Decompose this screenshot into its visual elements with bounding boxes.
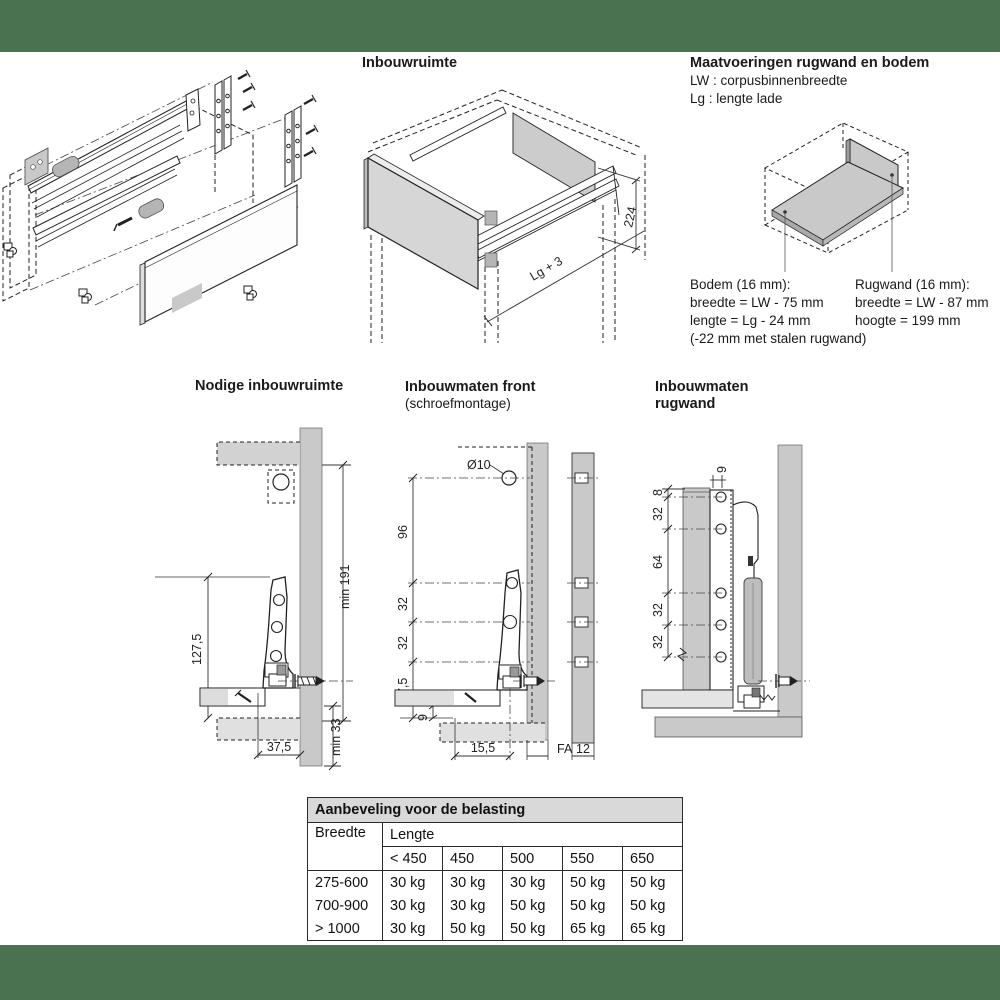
bodem-breedte: breedte = LW - 75 mm	[690, 295, 824, 310]
length-col-0: < 450	[383, 847, 443, 871]
length-col-4: 650	[623, 847, 683, 871]
dim-224	[598, 168, 640, 253]
rugwand-title-line2: rugwand	[655, 396, 716, 412]
drawer-front-panel	[364, 154, 484, 289]
back-bracket-strip	[710, 490, 733, 690]
table-row	[308, 871, 683, 895]
bodem-note: (-22 mm met stalen rugwand)	[690, 331, 867, 346]
table-row	[308, 917, 683, 941]
load-cell: 30 kg	[443, 894, 503, 917]
bodem-title: Bodem (16 mm):	[690, 277, 791, 292]
dim-fa	[527, 740, 573, 760]
dim-12	[572, 742, 594, 760]
top-green-bar	[0, 0, 1000, 52]
nodige-inbouwruimte-diagram	[150, 425, 360, 770]
drawer-bottom-slab	[642, 690, 733, 708]
load-cell: 50 kg	[563, 894, 623, 917]
dim-lg3-label: Lg + 3	[527, 253, 565, 284]
screws	[238, 70, 318, 156]
dim-32-top-label: 32	[651, 507, 665, 521]
bodem-specs	[690, 276, 866, 348]
load-table	[307, 797, 683, 941]
load-cell: 65 kg	[623, 917, 683, 941]
dim-224-label: 224	[621, 205, 640, 229]
row-breedte: > 1000	[308, 917, 383, 941]
length-col-1: 450	[443, 847, 503, 871]
dim-15-5-label: 15,5	[470, 741, 496, 755]
maatvoeringen-title: Maatvoeringen rugwand en bodem	[690, 55, 930, 71]
front-subtitle: (schroefmontage)	[405, 396, 511, 411]
dim-min-191-label: min 191	[338, 564, 352, 609]
lengte-header: Lengte	[383, 823, 683, 847]
rugwand-board	[683, 488, 710, 690]
load-cell: 50 kg	[503, 894, 563, 917]
hole-circle	[273, 474, 289, 490]
rear-bracket-left	[215, 76, 231, 154]
inbouwmaten-front-diagram	[395, 443, 610, 768]
dim-hole-label: Ø10	[467, 458, 491, 472]
front-panel-strip	[567, 453, 599, 743]
load-cell: 50 kg	[563, 871, 623, 895]
dim-fa-label: FA	[557, 742, 573, 756]
front-panel-bar	[527, 443, 548, 740]
rugwand-title: Rugwand (16 mm):	[855, 277, 970, 292]
inbouwruimte-diagram	[352, 85, 652, 347]
length-col-2: 500	[503, 847, 563, 871]
dim-9-label: 9	[715, 466, 729, 473]
dim-chain	[396, 474, 417, 722]
damper-block-lower	[485, 253, 497, 267]
rear-bracket-right	[285, 106, 301, 187]
bodem-marker-dot	[783, 210, 787, 214]
damper-upper	[50, 154, 81, 179]
bottom-dashed-bar	[440, 723, 545, 742]
dim-37-5-label: 37,5	[266, 740, 292, 754]
dim-127-5-label: 127,5	[190, 633, 204, 665]
load-cell: 30 kg	[383, 894, 443, 917]
load-cell: 65 kg	[563, 917, 623, 941]
bodem-lengte: lengte = Lg - 24 mm	[690, 313, 811, 328]
dim-12-label: 12	[576, 742, 590, 756]
bottom-dashed-bar	[217, 718, 300, 740]
rail-profile	[733, 502, 780, 711]
load-cell: 50 kg	[623, 871, 683, 895]
dim-8-label: 8	[651, 489, 665, 496]
load-cell: 30 kg	[383, 871, 443, 895]
load-cell: 30 kg	[443, 871, 503, 895]
exploded-assembly-diagram	[0, 55, 345, 360]
load-cell: 30 kg	[503, 871, 563, 895]
row-breedte: 275-600	[308, 871, 383, 895]
dim-min-191	[322, 461, 352, 725]
back-top-rail	[410, 107, 506, 161]
rugwand-marker-dot	[890, 173, 894, 177]
breedte-header: Breedte	[308, 823, 383, 871]
legend-lg: Lg : lengte lade	[690, 91, 783, 106]
rugwand-title-line1: Inbouwmaten	[655, 379, 749, 395]
rugwand-specs	[855, 276, 989, 330]
nodige-title: Nodige inbouwruimte	[195, 378, 344, 394]
load-cell: 30 kg	[383, 917, 443, 941]
table-row	[308, 894, 683, 917]
dim-min-33	[324, 702, 343, 770]
side-rails	[473, 166, 619, 267]
dim-64-label: 64	[651, 555, 665, 569]
dim-32-mid-label: 32	[651, 603, 665, 617]
inbouwruimte-title: Inbouwruimte	[362, 55, 458, 71]
cabinet-side-panel	[300, 428, 322, 766]
dim-9-top	[710, 466, 729, 488]
dim-hole-10	[467, 458, 516, 485]
dim-9-label: 9	[416, 714, 430, 721]
damper-block-upper	[485, 211, 497, 225]
dim-32-upper-label: 32	[396, 597, 410, 611]
dim-32-bottom-label: 32	[651, 635, 665, 649]
drawer-back-bracket	[258, 577, 300, 688]
drawer-rail-upper	[28, 89, 200, 193]
length-col-3: 550	[563, 847, 623, 871]
load-cell: 50 kg	[623, 894, 683, 917]
drawer-front-bracket	[497, 570, 527, 690]
top-shelf-bar	[217, 442, 300, 465]
dim-min-33-label: min 33	[329, 718, 343, 756]
dim-96-label: 96	[396, 525, 410, 539]
legend-lw: LW : corpusbinnenbreedte	[690, 73, 848, 88]
row-breedte: 700-900	[308, 894, 383, 917]
damper-lower	[137, 197, 166, 220]
front-title: Inbouwmaten front	[405, 379, 536, 395]
load-cell: 50 kg	[503, 917, 563, 941]
rugwand-breedte: breedte = LW - 87 mm	[855, 295, 989, 310]
bottom-green-bar	[0, 945, 1000, 1000]
rugwand-hoogte: hoogte = 199 mm	[855, 313, 961, 328]
maatvoeringen-diagram	[690, 112, 1000, 272]
drawer-bottom-slab	[200, 688, 265, 706]
drawer-bottom-slab	[395, 690, 500, 706]
cabinet-bottom-panel	[655, 717, 802, 737]
inbouwmaten-rugwand-diagram	[640, 445, 840, 765]
dim-32-lower-label: 32	[396, 636, 410, 650]
load-table-title: Aanbeveling voor de belasting	[308, 798, 683, 823]
load-cell: 50 kg	[443, 917, 503, 941]
